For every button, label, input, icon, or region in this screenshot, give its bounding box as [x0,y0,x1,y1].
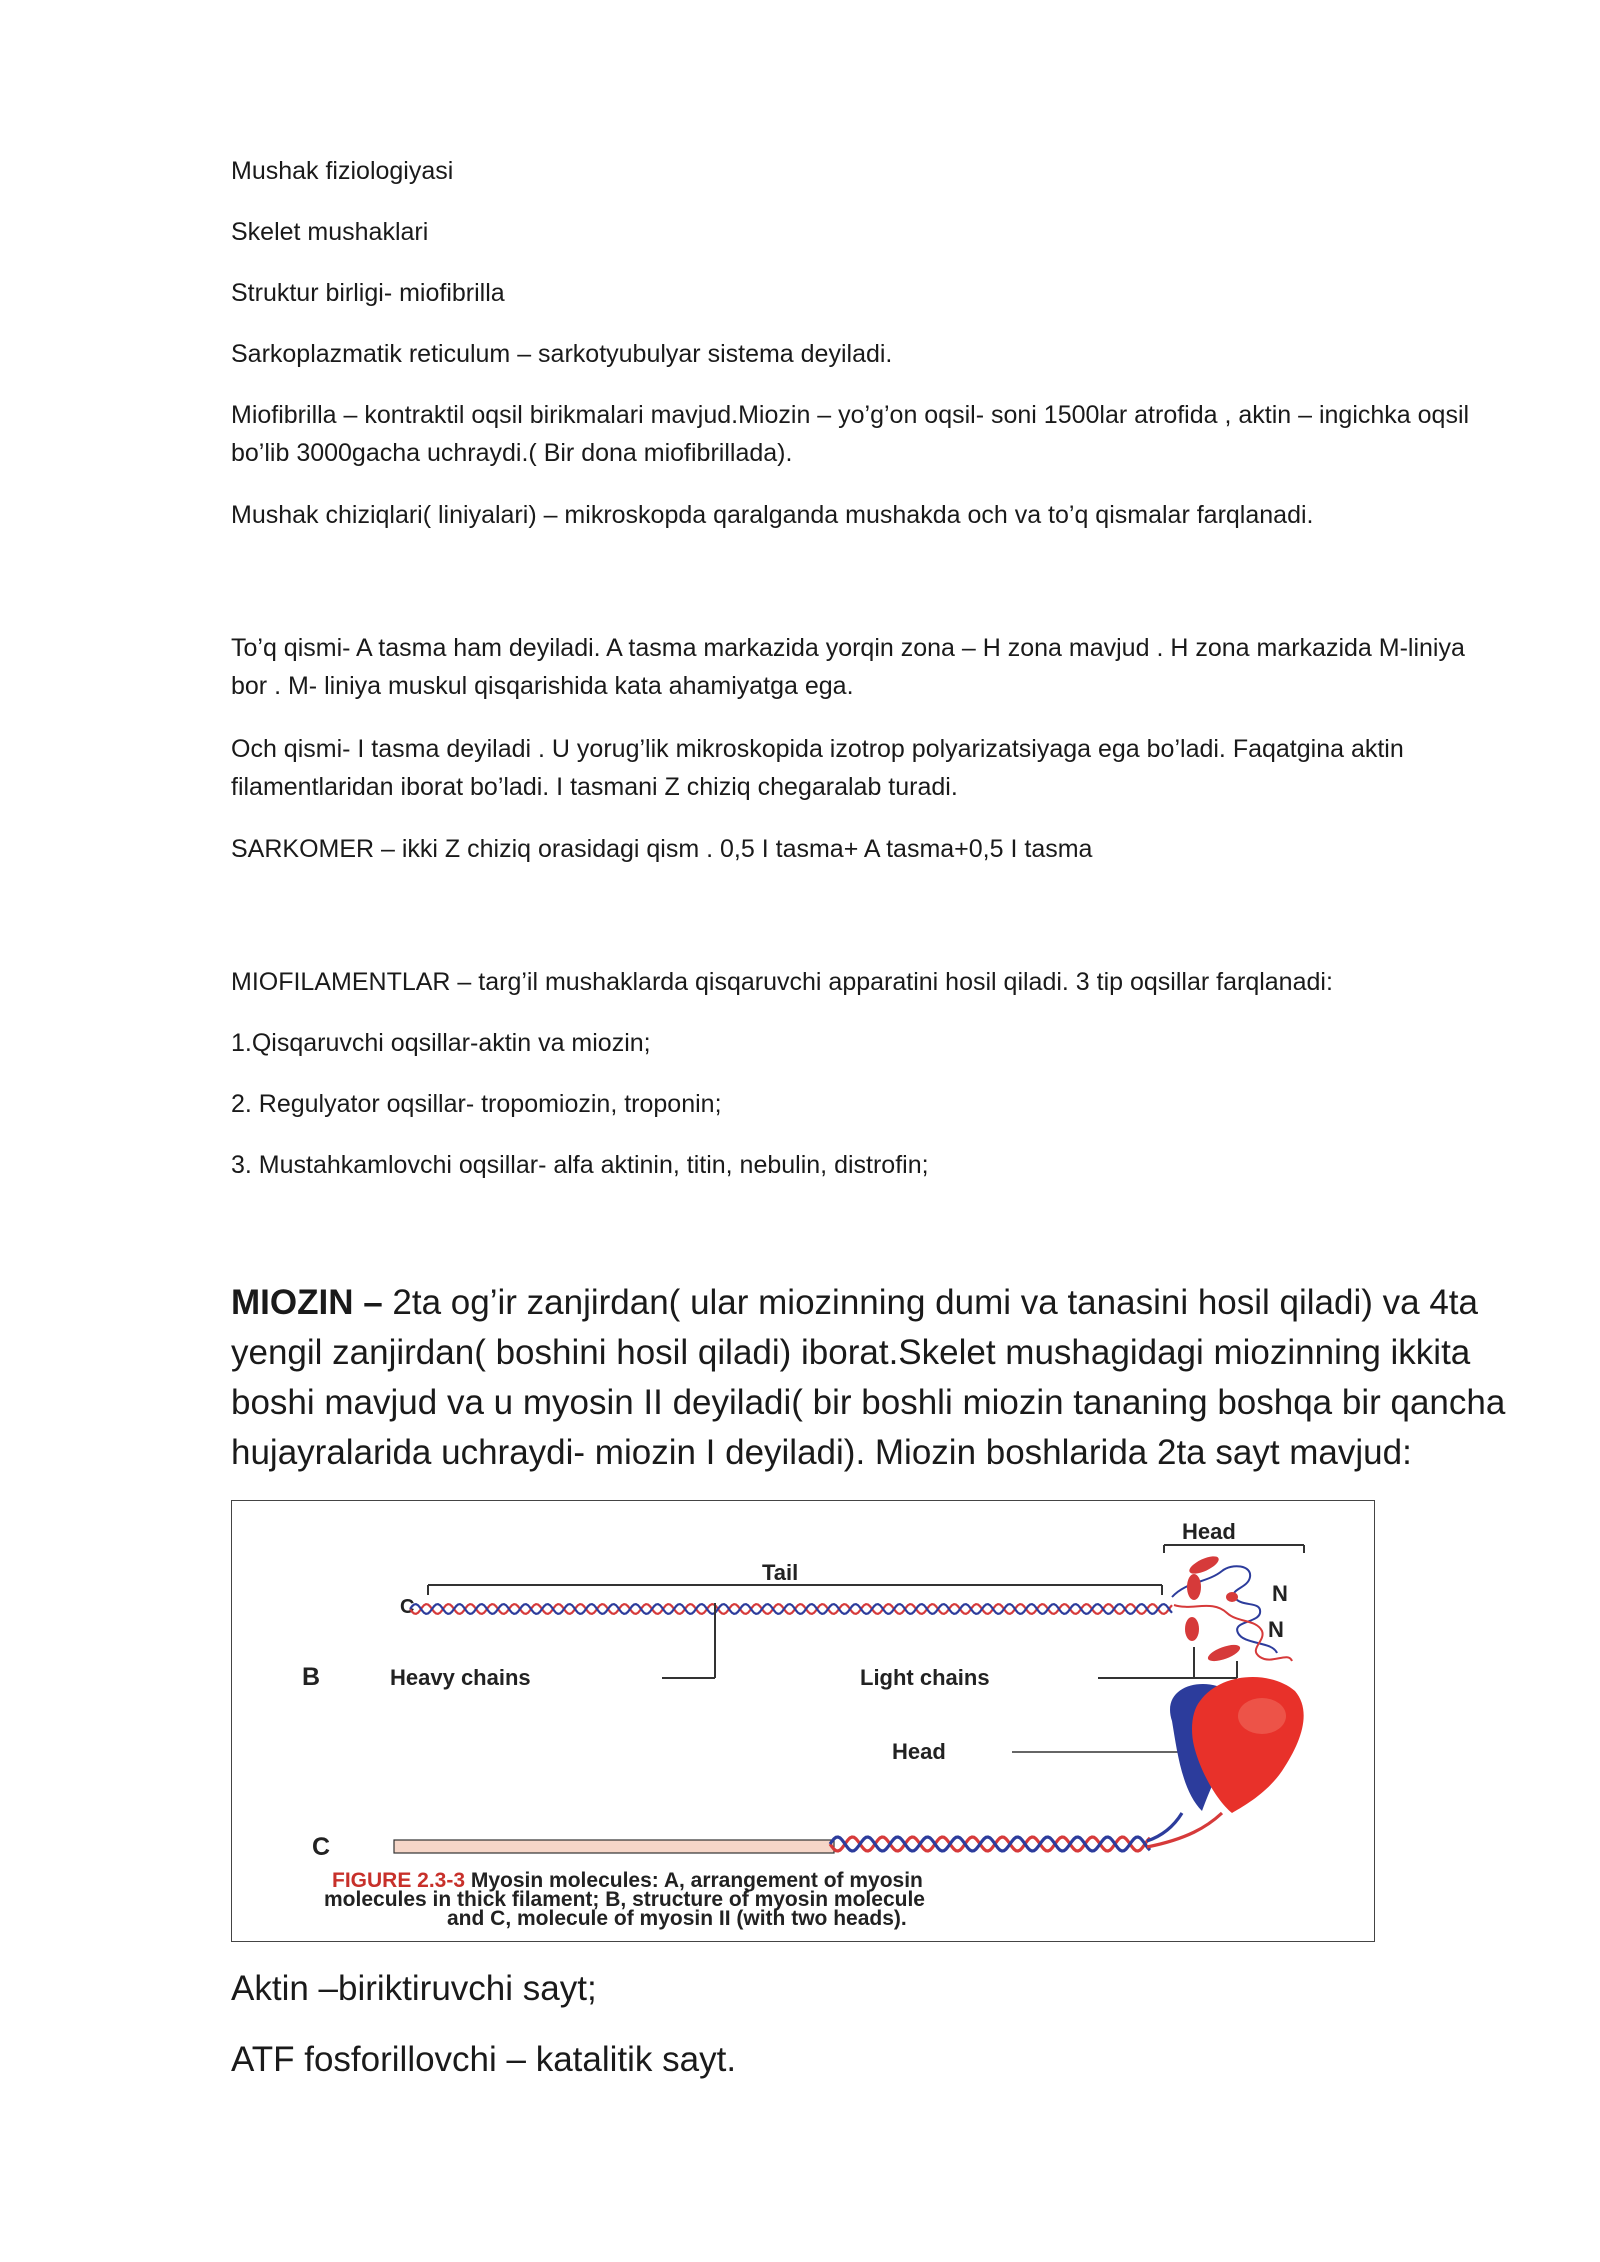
myosin-term: MIOZIN – [231,1283,383,1322]
paragraph-skeletal-muscles: Skelet mushaklari [231,218,429,246]
list-item-regulatory-proteins: 2. Regulyator oqsillar- tropomiozin, troponin; [231,1090,722,1118]
list-item-structural-proteins: 3. Mustahkamlovchi oqsillar- alfa aktinin, titin, nebulin, distrofin; [231,1151,929,1179]
paragraph-myofilaments: MIOFILAMENTLAR – targ’il mushaklarda qisqaruvchi apparatini hosil qiladi. 3 tip oqsillar farqlanadi: [231,968,1333,996]
light-chains-label: Light chains [860,1665,990,1690]
figure-caption-line1: FIGURE 2.3-3 Myosin molecules: A, arrangement of myosin [332,1869,923,1892]
c-terminal-label: C [400,1596,415,1618]
panel-c-label: C [312,1833,331,1861]
myosin-diagram [232,1501,1375,1942]
paragraph-sarcomere: SARKOMER – ikki Z chiziq orasidagi qism . 0,5 I tasma+ A tasma+0,5 I tasma [231,835,1093,863]
list-item-contractile-proteins: 1.Qisqaruvchi oqsillar-aktin va miozin; [231,1029,651,1057]
heavy-chains-label: Heavy chains [390,1665,531,1690]
figure-caption-line3: and C, molecule of myosin II (with two heads). [447,1907,907,1930]
myosin-ii-heads [1170,1677,1304,1813]
paragraph-sarcoplasmic-reticulum: Sarkoplazmatik reticulum – sarkotyubulyar sistema deyiladi. [231,340,893,368]
n-terminal-top-label: N [1272,1581,1288,1606]
tail-label: Tail [762,1560,799,1585]
paragraph-actin-binding-site: Aktin –biriktiruvchi sayt; [231,1969,597,2008]
paragraph-myosin [231,1278,1531,1478]
head-top-label: Head [1182,1519,1236,1544]
myosin-heads-b [1172,1553,1292,1665]
myosin-description: 2ta og’ir zanjirdan( ular miozinning dumi va tanasini hosil qiladi) va 4ta yengil zanjirdan( boshini hosil qiladi) iborat.Skelet mushagidagi miozinning ikkita boshi mavjud va u myosin II deyiladi( bir boshli miozin tananing boshqa bir qancha hujayralarida uchraydi- miozin I deyiladi). Miozin boshlarida 2ta sayt mavjud: [231,1283,1506,1472]
head-bottom-label: Head [892,1739,946,1764]
paragraph-dark-band: To’q qismi- A tasma ham deyiladi. A tasma markazida yorqin zona – H zona mavjud . H zona markazida M-liniya bor . M- liniya muskul qisqarishida kata ahamiyatga ega. [231,634,1465,700]
paragraph-light-band: Och qismi- I tasma deyiladi . U yorug’lik mikroskopida izotrop polyarizatsiyaga ega bo’ladi. Faqatgina aktin filamentlaridan iborat bo’ladi. I tasmani Z chiziq chegaralab turadi. [231,735,1404,801]
paragraph-structural-unit: Struktur birligi- miofibrilla [231,279,505,307]
panel-b-label: B [302,1663,321,1691]
myosin-tail-bar [394,1840,834,1853]
heading-muscle-physiology: Mushak fiziologiyasi [231,157,454,185]
figure-caption-line2: molecules in thick filament; B, structure of myosin molecule [324,1888,925,1911]
paragraph-muscle-striations: Mushak chiziqlari( liniyalari) – mikroskopda qaralganda mushakda och va to’q qismalar farqlanadi. [231,501,1314,529]
paragraph-myofibril: Miofibrilla – kontraktil oqsil birikmalari mavjud.Miozin – yo’g’on oqsil- soni 1500lar atrofida , aktin – ingichka oqsil bo’lib 3000gacha uchraydi.( Bir dona miofibrillada). [231,401,1470,467]
n-terminal-bottom-label: N [1268,1617,1284,1642]
myosin-figure [231,1500,1375,1942]
paragraph-atp-catalytic-site: ATF fosforillovchi – katalitik sayt. [231,2040,737,2079]
